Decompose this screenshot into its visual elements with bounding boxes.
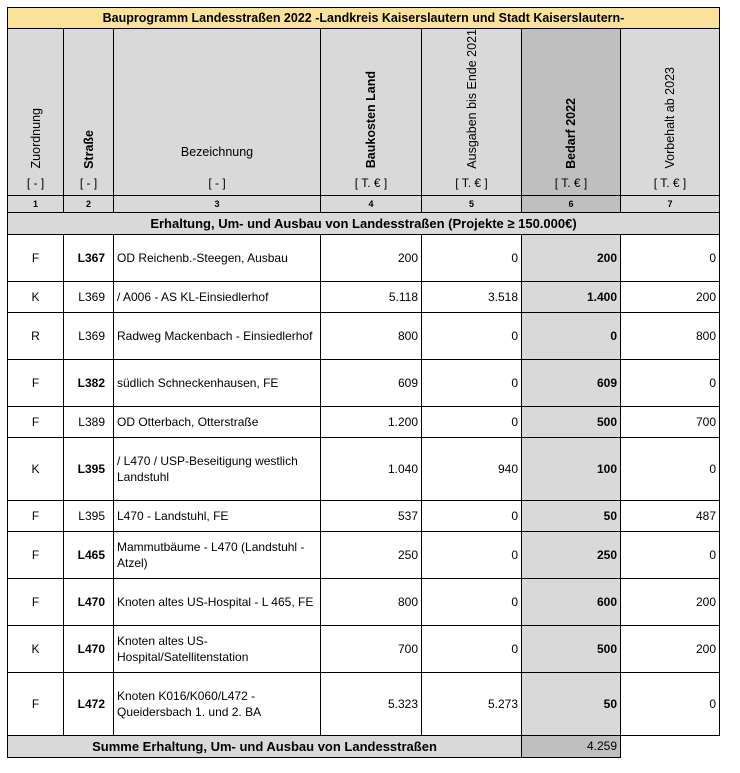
cell-vorbehalt: 800 [621, 312, 720, 359]
bauprogramm-table-container [7, 7, 720, 758]
cell-baukosten: 700 [321, 625, 422, 672]
cell-bedarf: 500 [522, 625, 621, 672]
header-bedarf [522, 29, 621, 196]
cell-ausgaben: 0 [422, 312, 522, 359]
cell-vorbehalt: 0 [621, 359, 720, 406]
cell-strasse: L465 [64, 531, 114, 578]
header-unit: [ T. € ] [455, 175, 488, 190]
header-baukosten [321, 29, 422, 196]
cell-strasse: L389 [64, 406, 114, 437]
header-strasse [64, 29, 114, 196]
cell-zuordnung: F [8, 531, 64, 578]
cell-strasse: L367 [64, 234, 114, 281]
cell-strasse: L369 [64, 281, 114, 312]
header-unit: [ - ] [79, 175, 98, 190]
sum-bedarf: 4.259 [522, 735, 621, 757]
cell-zuordnung: F [8, 672, 64, 735]
cell-strasse: L395 [64, 437, 114, 500]
cell-strasse: L382 [64, 359, 114, 406]
cell-vorbehalt: 0 [621, 234, 720, 281]
cell-baukosten: 250 [321, 531, 422, 578]
column-number: 4 [321, 195, 422, 212]
cell-strasse: L472 [64, 672, 114, 735]
column-number-row [8, 195, 720, 212]
cell-bedarf: 50 [522, 500, 621, 531]
header-label: Ausgaben bis Ende 2021 [464, 29, 479, 169]
table-row [8, 312, 720, 359]
column-number: 3 [114, 195, 321, 212]
cell-baukosten: 537 [321, 500, 422, 531]
table-row [8, 578, 720, 625]
table-row [8, 672, 720, 735]
cell-zuordnung: F [8, 578, 64, 625]
cell-strasse: L470 [64, 625, 114, 672]
cell-bedarf: 600 [522, 578, 621, 625]
cell-baukosten: 1.200 [321, 406, 422, 437]
table-title: Bauprogramm Landesstraßen 2022 -Landkreis Kaiserslautern und Stadt Kaiserslautern- [8, 8, 720, 29]
cell-baukosten: 5.118 [321, 281, 422, 312]
cell-bedarf: 0 [522, 312, 621, 359]
header-unit: [ T. € ] [653, 175, 687, 190]
table-row [8, 234, 720, 281]
table-row [8, 625, 720, 672]
cell-vorbehalt: 200 [621, 281, 720, 312]
cell-zuordnung: F [8, 234, 64, 281]
cell-vorbehalt: 200 [621, 625, 720, 672]
cell-ausgaben: 0 [422, 578, 522, 625]
cell-baukosten: 609 [321, 359, 422, 406]
cell-strasse: L369 [64, 312, 114, 359]
cell-bedarf: 609 [522, 359, 621, 406]
cell-zuordnung: K [8, 437, 64, 500]
cell-bezeichnung: Knoten altes US-Hospital/Satellitenstation [114, 625, 321, 672]
cell-bezeichnung: OD Otterbach, Otterstraße [114, 406, 321, 437]
column-number: 2 [64, 195, 114, 212]
data-rows [8, 234, 720, 735]
cell-bedarf: 100 [522, 437, 621, 500]
cell-bedarf: 500 [522, 406, 621, 437]
cell-zuordnung: F [8, 359, 64, 406]
cell-baukosten: 800 [321, 578, 422, 625]
cell-bezeichnung: Mammutbäume - L470 (Landstuhl - Atzel) [114, 531, 321, 578]
cell-baukosten: 1.040 [321, 437, 422, 500]
cell-strasse: L395 [64, 500, 114, 531]
cell-bezeichnung: südlich Schneckenhausen, FE [114, 359, 321, 406]
cell-baukosten: 5.323 [321, 672, 422, 735]
cell-bezeichnung: / A006 - AS KL-Einsiedlerhof [114, 281, 321, 312]
cell-ausgaben: 0 [422, 406, 522, 437]
cell-bedarf: 1.400 [522, 281, 621, 312]
table-row [8, 531, 720, 578]
cell-ausgaben: 0 [422, 531, 522, 578]
header-label: Straße [81, 129, 96, 169]
cell-vorbehalt: 0 [621, 437, 720, 500]
cell-bezeichnung: Knoten altes US-Hospital - L 465, FE [114, 578, 321, 625]
table-row [8, 437, 720, 500]
cell-baukosten: 200 [321, 234, 422, 281]
header-vorbehalt [621, 29, 720, 196]
cell-bezeichnung: / L470 / USP-Beseitigung westlich Landstuhl [114, 437, 321, 500]
cell-bedarf: 250 [522, 531, 621, 578]
header-unit: [ - ] [208, 175, 226, 190]
cell-bezeichnung: Knoten K016/K060/L472 - Queidersbach 1. und 2. BA [114, 672, 321, 735]
header-label: Vorbehalt ab 2023 [663, 67, 677, 169]
cell-zuordnung: R [8, 312, 64, 359]
cell-bezeichnung: L470 - Landstuhl, FE [114, 500, 321, 531]
header-bezeichnung [114, 29, 321, 196]
cell-baukosten: 800 [321, 312, 422, 359]
header-label: Zuordnung [28, 108, 43, 169]
table-row [8, 359, 720, 406]
sum-label: Summe Erhaltung, Um- und Ausbau von Landesstraßen [8, 735, 522, 757]
header-ausgaben [422, 29, 522, 196]
cell-ausgaben: 0 [422, 359, 522, 406]
table-row [8, 500, 720, 531]
cell-strasse: L470 [64, 578, 114, 625]
cell-zuordnung: K [8, 281, 64, 312]
sum-row [8, 735, 720, 757]
cell-bedarf: 50 [522, 672, 621, 735]
header-row [8, 29, 720, 196]
section-row [8, 212, 720, 234]
cell-zuordnung: F [8, 406, 64, 437]
header-zuordnung [8, 29, 64, 196]
cell-bedarf: 200 [522, 234, 621, 281]
column-number: 1 [8, 195, 64, 212]
header-unit: [ T. € ] [554, 175, 588, 190]
header-unit: [ - ] [26, 175, 45, 190]
cell-ausgaben: 0 [422, 625, 522, 672]
header-unit: [ T. € ] [354, 175, 388, 190]
sum-empty [621, 735, 720, 757]
cell-ausgaben: 0 [422, 500, 522, 531]
cell-bezeichnung: Radweg Mackenbach - Einsiedlerhof [114, 312, 321, 359]
cell-ausgaben: 5.273 [422, 672, 522, 735]
column-number: 5 [422, 195, 522, 212]
cell-zuordnung: F [8, 500, 64, 531]
cell-ausgaben: 3.518 [422, 281, 522, 312]
cell-vorbehalt: 0 [621, 672, 720, 735]
header-label: Bezeichnung [180, 144, 254, 159]
cell-vorbehalt: 200 [621, 578, 720, 625]
header-label: Bedarf 2022 [564, 97, 578, 169]
cell-vorbehalt: 0 [621, 531, 720, 578]
cell-zuordnung: K [8, 625, 64, 672]
cell-ausgaben: 0 [422, 234, 522, 281]
table-row [8, 281, 720, 312]
title-row [8, 8, 720, 29]
bauprogramm-table [7, 7, 720, 758]
cell-ausgaben: 940 [422, 437, 522, 500]
cell-bezeichnung: OD Reichenb.-Steegen, Ausbau [114, 234, 321, 281]
section-heading: Erhaltung, Um- und Ausbau von Landesstraßen (Projekte ≥ 150.000€) [8, 212, 720, 234]
column-number: 7 [621, 195, 720, 212]
cell-vorbehalt: 487 [621, 500, 720, 531]
column-number: 6 [522, 195, 621, 212]
table-row [8, 406, 720, 437]
cell-vorbehalt: 700 [621, 406, 720, 437]
header-label: Baukosten Land [364, 71, 378, 169]
